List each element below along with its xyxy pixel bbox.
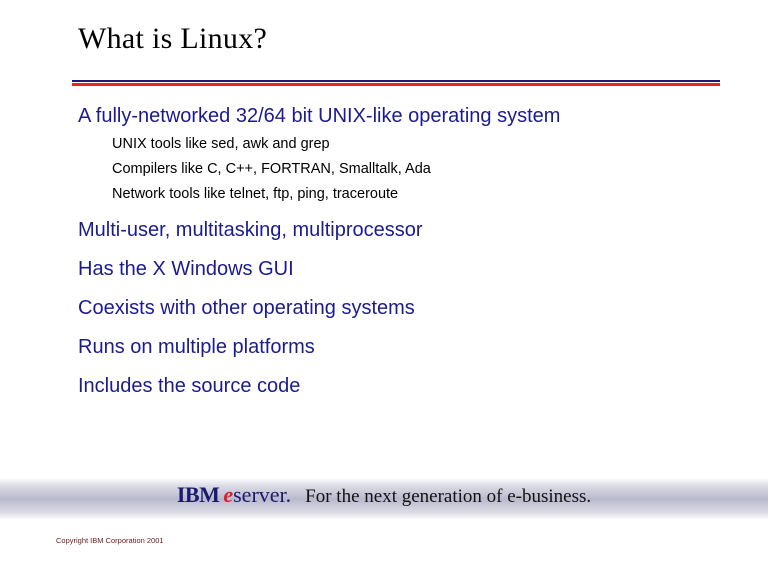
copyright-notice: Copyright IBM Corporation 2001 [56,536,164,545]
bullet-level2: Network tools like telnet, ftp, ping, traceroute [112,185,399,202]
slide-body [78,104,728,403]
bullet-level1: Includes the source code [78,374,301,397]
bullet-level1: Runs on multiple platforms [78,335,315,358]
bullet-level1: Has the X Windows GUI [78,257,294,280]
divider-navy-line [72,80,720,82]
bullet-level2: Compilers like C, C++, FORTRAN, Smalltalk, Ada [112,160,431,177]
eserver-wordmark [223,482,291,507]
bullet-level1: Coexists with other operating systems [78,296,415,319]
bullet-level1: Multi-user, multitasking, multiprocessor [78,218,423,241]
ibm-logo: IBM [176,482,220,507]
bullet-level1: A fully-networked 32/64 bit UNIX-like operating system [78,105,561,127]
eserver-text: server. [233,482,292,507]
footer-logo-row [0,482,768,508]
page-title: What is Linux? [78,22,268,55]
eserver-e-glyph: e [223,482,234,507]
bullet-level2: UNIX tools like sed, awk and grep [112,136,330,152]
footer-tagline: For the next generation of e-business. [305,486,592,507]
title-divider [72,80,720,86]
sub-bullet-list [78,135,728,204]
divider-red-line [72,83,720,86]
